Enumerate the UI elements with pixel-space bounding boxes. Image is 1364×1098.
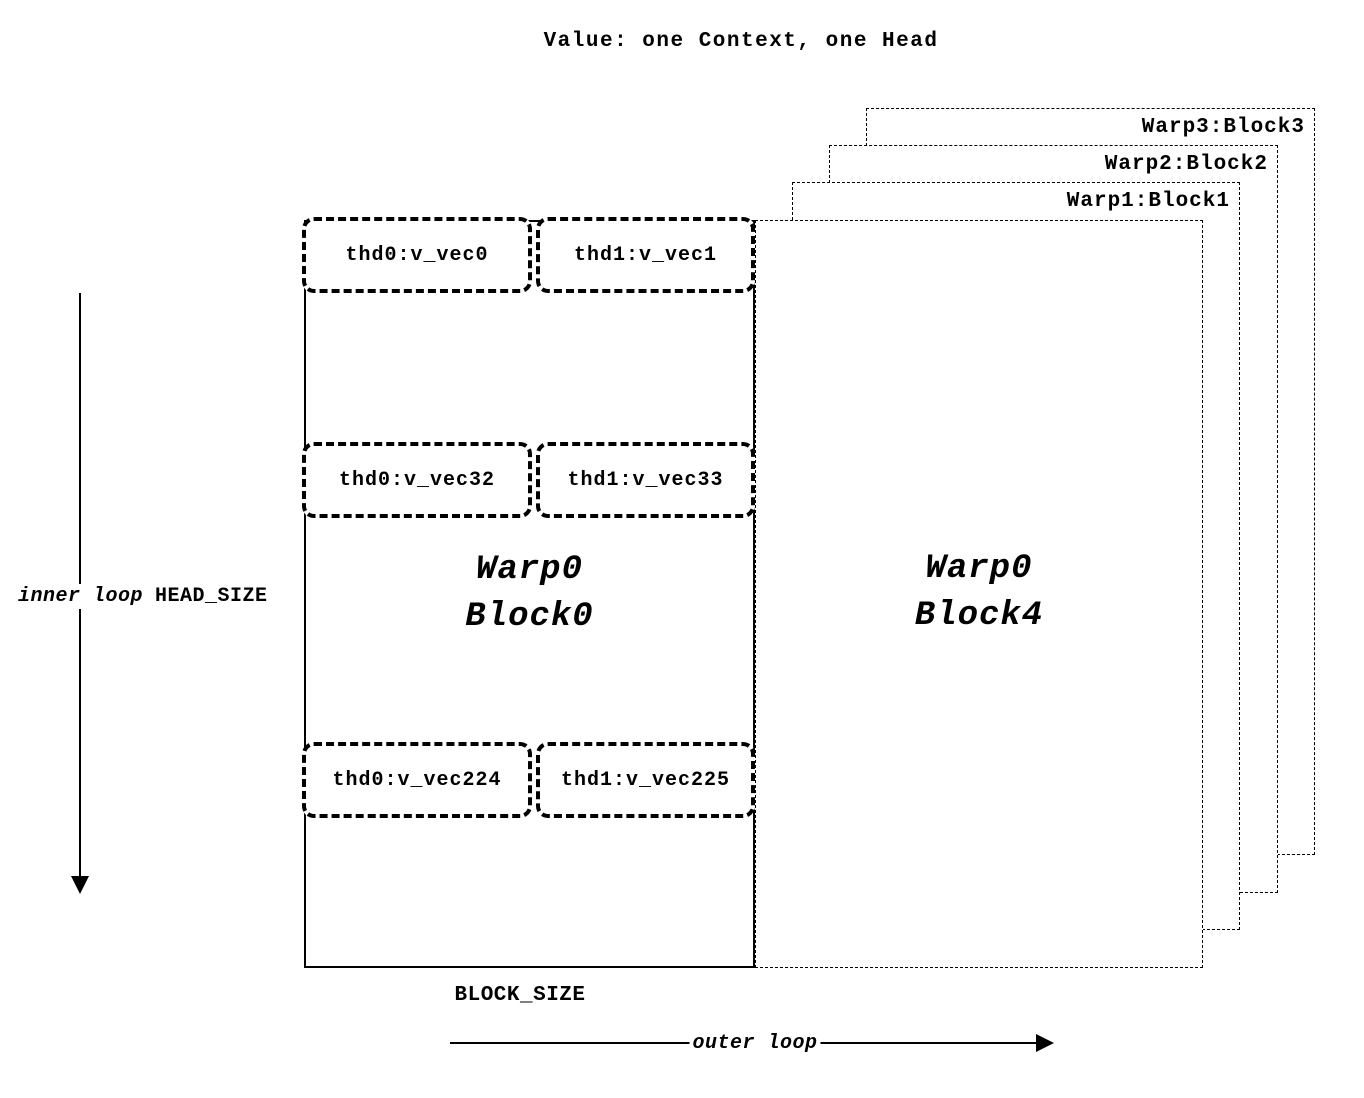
inner-loop-head-size-label (15, 584, 271, 609)
vector-box-label: thd1:v_vec225 (560, 768, 731, 792)
outer-loop-label: outer loop (689, 1031, 820, 1056)
warp0-block4-label (915, 546, 1043, 640)
vector-box-thd1-v-vec33 (536, 442, 755, 518)
head-size-text: HEAD_SIZE (155, 585, 268, 608)
vector-box-thd0-v-vec224 (302, 742, 532, 818)
vector-box-label: thd0:v_vec224 (332, 768, 502, 792)
inner-loop-text: inner loop (18, 585, 144, 608)
vector-box-thd1-v-vec225 (536, 742, 755, 818)
warp0-block0-label (465, 547, 593, 641)
vector-box-label: thd0:v_vec0 (345, 243, 489, 267)
vector-box-thd0-v-vec0 (302, 217, 532, 293)
warp0-block4-panel (755, 220, 1203, 968)
arrowhead-right-icon (1036, 1034, 1054, 1052)
vector-box-label: thd1:v_vec33 (567, 468, 724, 492)
warp3-block3-label: Warp3:Block3 (1141, 116, 1305, 139)
block-size-label: BLOCK_SIZE (454, 984, 586, 1007)
warp2-block2-label: Warp2:Block2 (1104, 153, 1268, 176)
vector-box-thd0-v-vec32 (302, 442, 532, 518)
vector-box-label: thd0:v_vec32 (338, 468, 496, 492)
warp0-block0-rect (304, 220, 755, 968)
warp0-block4-warp-line: Warp0 (925, 550, 1033, 588)
diagram-title: Value: one Context, one Head (543, 30, 939, 53)
vector-box-label: thd1:v_vec1 (573, 243, 718, 267)
vector-box-thd1-v-vec1 (536, 217, 755, 293)
warp0-block4-block-line: Block4 (914, 597, 1044, 635)
warp0-block0-block-line: Block0 (465, 598, 594, 636)
warp0-block0-warp-line: Warp0 (475, 551, 584, 589)
warp1-block1-label: Warp1:Block1 (1066, 190, 1230, 213)
arrowhead-down-icon (71, 876, 89, 894)
